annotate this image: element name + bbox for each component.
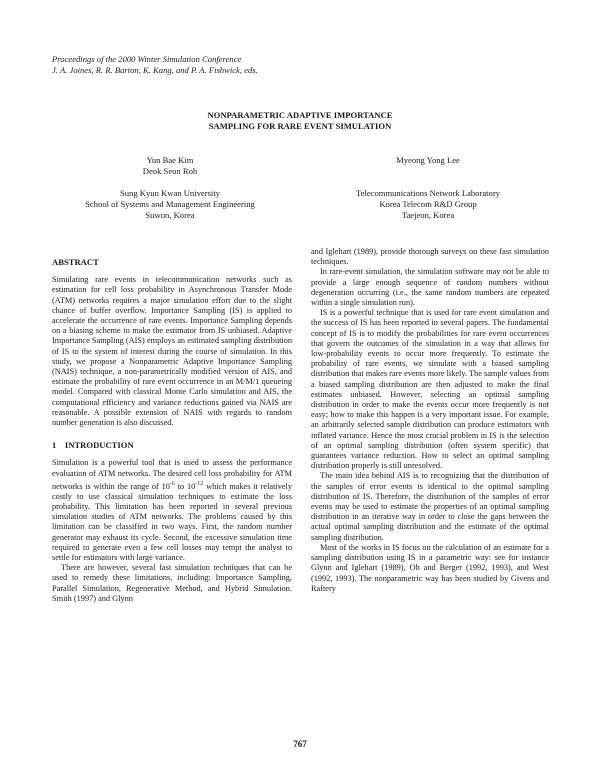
author-name: Deok Seon Roh	[142, 166, 198, 176]
proceedings-line: Proceedings of the 2000 Winter Simulation Conference	[52, 54, 242, 64]
left-column	[52, 257, 292, 604]
affiliation-line: Korea Telecom R&D Group	[379, 199, 477, 209]
page-number: 767	[293, 739, 307, 749]
affiliation-line: Taejeon, Korea	[401, 210, 455, 220]
author-block-left	[60, 155, 280, 221]
author-name: Yun Bae Kim	[146, 155, 194, 165]
right-column	[311, 247, 549, 594]
exponent-1: -6	[169, 480, 175, 487]
editors-line: J. A. Joines, R. R. Barton, K. Kang, and P. A. Fishwick, eds.	[52, 65, 258, 75]
intro-paragraph-2: There are however, several fast simulation techniques that can be used to remedy these limitations, including: Importance Sampling, Parallel Simulation, Regenerative Method, and Hybrid Simulation. Smith (1997) and Glynn	[52, 563, 292, 603]
intro-text-c: which makes it relatively costly to use classical simulation techniques to estimate the loss probability. This limitation has been reported in several previous simulation studies of ATM networks. The problems caused by this limitation can be classified in two ways. First, the random number generator may exhaust its cycle. Second, the excessive simulation time required to generate even a few cell losses may tempt the analyst to settle for estimators with large variance.	[52, 481, 292, 563]
right-paragraph-1: In rare-event simulation, the simulation software may not be able to provide a large enough sequence of random numbers without degeneration occurring (i.e., the same random numbers are repeated within a single simulation run).	[311, 267, 549, 308]
right-paragraph-3: The main idea behind AIS is to recognizing that the distribution of the samples of error events is identical to the optimal sampling distribution of IS. Therefore, the distribution of the samples of error events may be used to estimate the properties of an optimal sampling distribution in an iterative way in order to close the gaps between the actual optimal sampling distribution and the estimate of the optimal sampling distribution.	[311, 471, 549, 542]
right-paragraph-0: and Iglehart (1989), provide thorough surveys on these fast simulation techniques.	[311, 247, 549, 267]
author-block-right	[318, 155, 538, 221]
abstract-heading: ABSTRACT	[52, 257, 99, 267]
affiliation-line: Telecommunications Network Laboratory	[355, 188, 500, 198]
author-name: Myeong Yong Lee	[396, 155, 460, 165]
intro-paragraph-1	[52, 458, 292, 563]
affiliation-line: School of Systems and Management Engineering	[85, 199, 255, 209]
introduction-heading: 1 INTRODUCTION	[52, 440, 134, 451]
title-line-2: SAMPLING FOR RARE EVENT SIMULATION	[208, 121, 392, 131]
exponent-2: -12	[195, 480, 204, 487]
proceedings-header	[52, 54, 258, 76]
right-paragraph-4: Most of the works in IS focus on the calculation of an estimate for a sampling distribution using IS in a parametric way: see for instance Glynn and Iglehart (1989), Oh and Berger (1992, 1993), and West (1992, 1993). The nonparametric way has been studied by Givens and Raftery	[311, 542, 549, 593]
right-paragraph-2: IS is a powerful technique that is used for rare event simulation and the success of IS has been reported in several papers. The fundamental concept of IS is to modify the probabilities for rare event occurrences that govern the outcomes of the simulation in a way that allows for low-probability events to occur more frequently. To estimate the probability of rare events, we simulate with a biased sampling distribution that makes rare events more likely. The sample values from a biased sampling distribution are then adjusted to make the final estimates unbiased. However, selecting an optimal sampling distribution in order to make the events occur more frequently is not easy; how to make this happen is a very important issue. For example, an arbitrarily selected sample distribution can produce estimators with inflated variance. Hence the most crucial problem in IS is the selection of an optimal sampling distribution (often system specific) that guarantees variance reduction. How to select an optimal sampling distribution properly is still unresolved.	[311, 308, 549, 471]
abstract-text: Simulating rare events in telecommunication networks such as estimation for cell loss probability in Asynchronous Transfer Mode (ATM) networks requires a major simulation effort due to the slight chance of buffer overflow. Importance Sampling (IS) is applied to accelerate the occurrence of rare events. Importance Sampling depends on a biasing scheme to make the estimator from IS unbiased. Adaptive Importance Sampling (AIS) employs an estimated sampling distribution of IS to the system of interest during the course of simulation. In this study, we propose a Nonparametric Adaptive Importance Sampling (NAIS) technique, a non-parametrically modified version of AIS, and estimate the probability of rare event occurrence in an M/M/1 queueing model. Compared with classical Monte Carlo simulation and AIS, the computational efficiency and variance reductions gained via NAIS are reasonable. A possible extension of NAIS with regards to random number generation is also discussed.	[52, 275, 292, 428]
intro-text-a: Simulation is a powerful tool that is used to assess the performance evaluation of ATM networks. The desired cell loss probability for ATM networks is within the range of 10	[52, 458, 292, 491]
affiliation-line: Suwon, Korea	[145, 210, 195, 220]
intro-text-b: to 10	[174, 481, 196, 491]
title-line-1: NONPARAMETRIC ADAPTIVE IMPORTANCE	[207, 110, 393, 120]
paper-title	[0, 110, 600, 132]
affiliation-line: Sung Kyun Kwan University	[119, 188, 221, 198]
